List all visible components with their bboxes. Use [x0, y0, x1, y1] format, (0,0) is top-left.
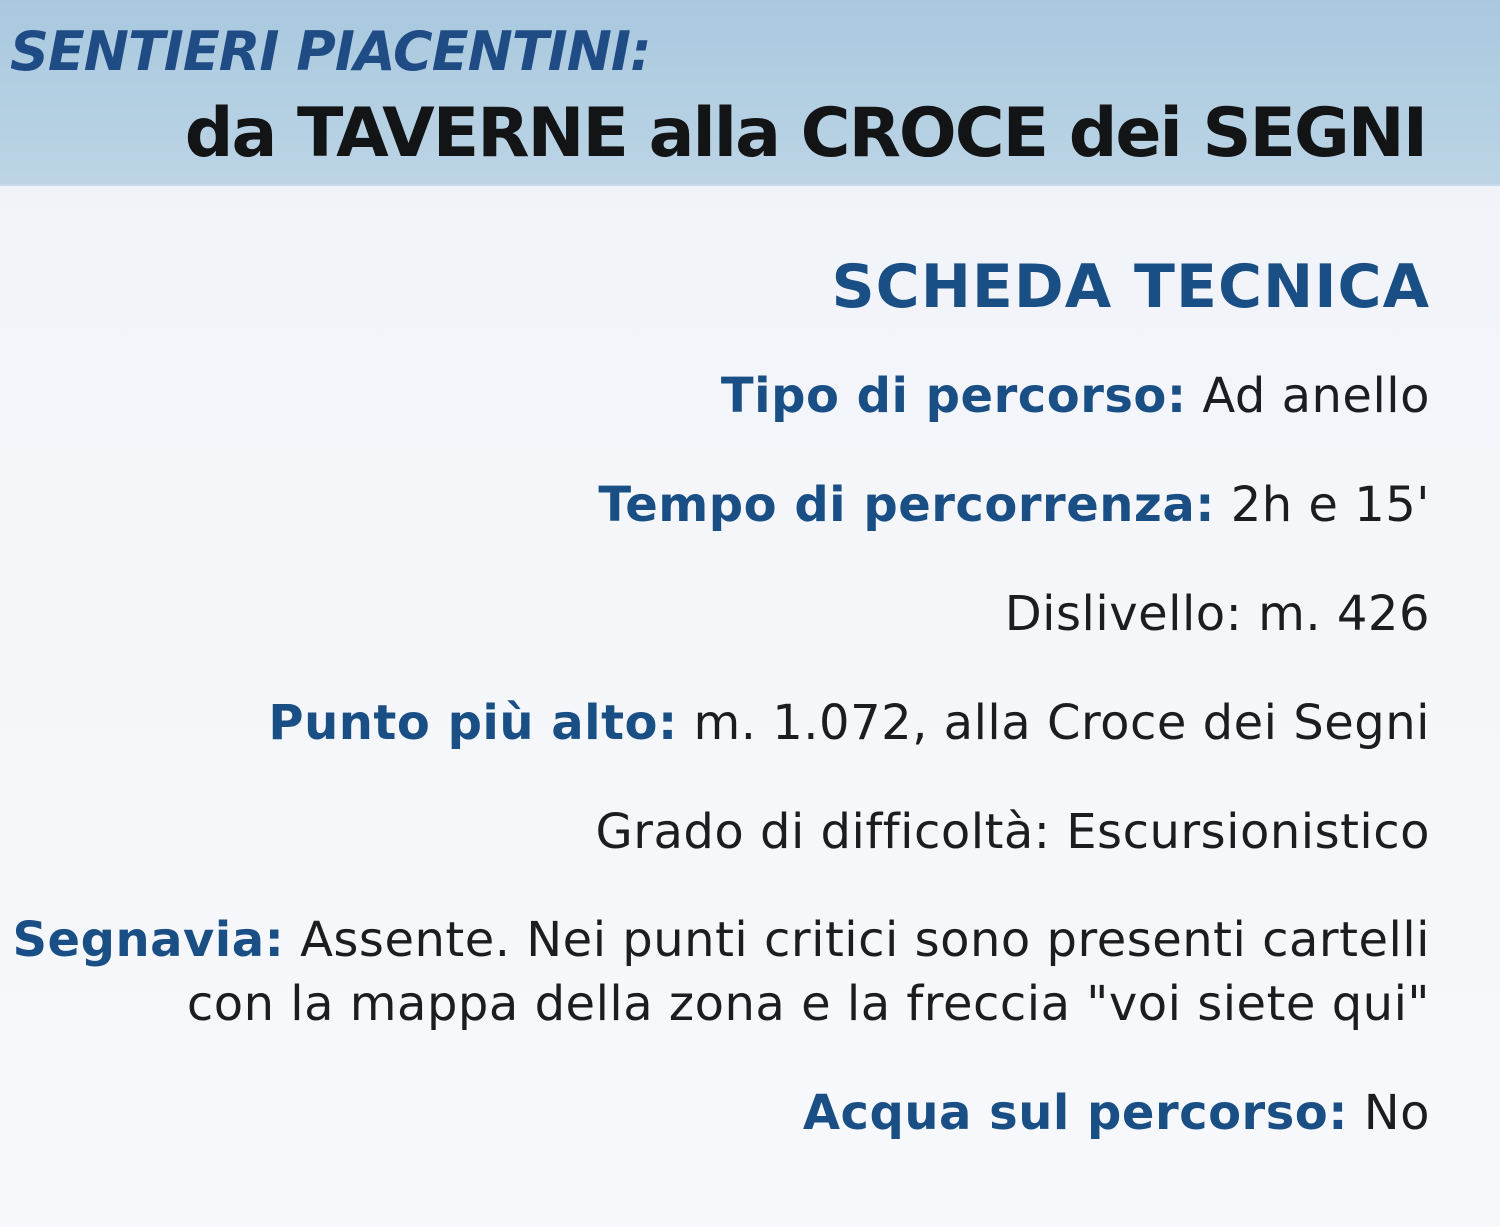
- spec-row-acqua: [803, 1085, 1430, 1141]
- spec-label: Acqua sul percorso:: [802, 1085, 1348, 1141]
- section-title: SCHEDA TECNICA: [831, 252, 1430, 322]
- spec-row-tempo: [598, 477, 1430, 533]
- spec-text: Grado di difficoltà: Escursionistico: [595, 804, 1430, 860]
- spec-label: Punto più alto:: [268, 695, 678, 751]
- spec-label: Segnavia:: [12, 912, 285, 968]
- series-kicker: SENTIERI PIACENTINI:: [10, 20, 651, 83]
- spec-row-tipo: [721, 368, 1430, 424]
- spec-value: 2h e 15': [1214, 477, 1430, 533]
- spec-row-dislivello: [1005, 586, 1430, 642]
- spec-row-punto: [268, 695, 1430, 751]
- header-band: [0, 0, 1500, 186]
- page-title: da TAVERNE alla CROCE dei SEGNI: [184, 94, 1426, 173]
- spec-value: con la mappa della zona e la freccia "voi siete qui": [186, 976, 1430, 1032]
- spec-value: Assente. Nei punti critici sono presenti cartelli: [284, 912, 1430, 968]
- spec-value: No: [1347, 1085, 1430, 1141]
- spec-row-segnavia: [12, 912, 1430, 968]
- spec-label: Tipo di percorso:: [720, 368, 1187, 424]
- spec-text: Dislivello: m. 426: [1004, 586, 1430, 642]
- spec-label: Tempo di percorrenza:: [598, 477, 1215, 533]
- spec-value: m. 1.072, alla Croce dei Segni: [677, 695, 1430, 751]
- spec-row-segnavia-continued: [187, 976, 1430, 1032]
- spec-row-grado: [596, 804, 1430, 860]
- spec-value: Ad anello: [1186, 368, 1430, 424]
